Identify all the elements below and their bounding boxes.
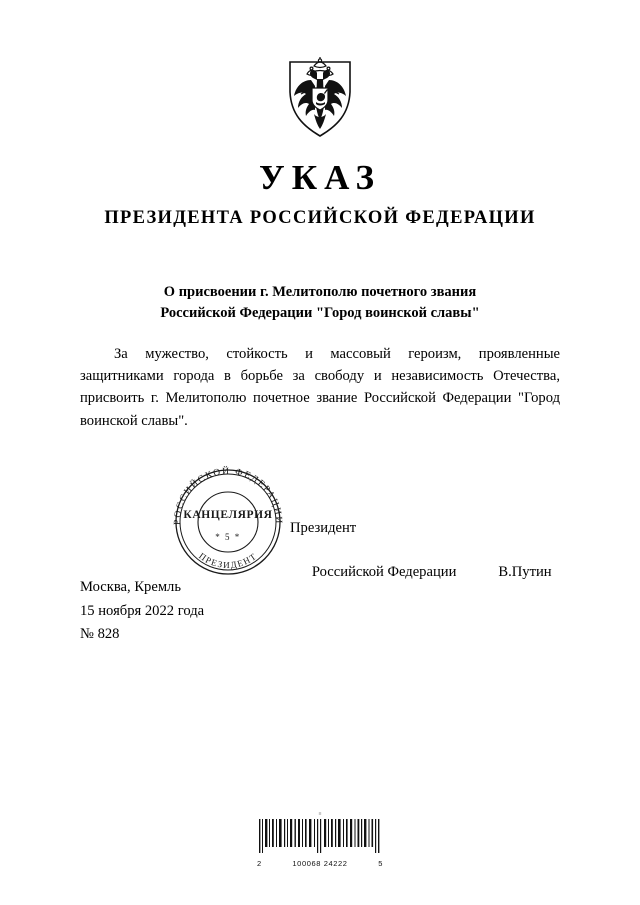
- signature-title-line-2: Российской Федерации: [311, 563, 457, 580]
- document-heading-line-2: Российской Федерации "Город воинской славы": [160, 305, 480, 322]
- svg-text:* 5 *: * 5 *: [215, 532, 241, 542]
- document-date: 15 ноября 2022 года: [80, 602, 205, 619]
- svg-text:ПРЕЗИДЕНТ: ПРЕЗИДЕНТ: [197, 550, 259, 571]
- barcode-digits: [257, 859, 383, 868]
- svg-text:РОССИЙСКОЙ ФЕДЕРАЦИИ: РОССИЙСКОЙ ФЕДЕРАЦИИ: [172, 466, 284, 526]
- official-seal-stamp: [162, 456, 294, 588]
- document-subtitle: ПРЕЗИДЕНТА РОССИЙСКОЙ ФЕДЕРАЦИИ: [104, 208, 536, 228]
- svg-text:КАНЦЕЛЯРИЯ: КАНЦЕЛЯРИЯ: [183, 509, 273, 521]
- document-heading: [90, 282, 550, 324]
- document-place: Москва, Кремль: [80, 579, 181, 595]
- signature-block: [290, 518, 590, 606]
- emblem-container: [0, 52, 640, 143]
- barcode-container: [0, 812, 640, 871]
- signature-title-line-2-wrap: [290, 540, 590, 606]
- barcode-digit-right: 5: [378, 859, 383, 868]
- barcode-bars-icon: [257, 819, 383, 853]
- barcode-top-mark: ≡: [318, 812, 322, 817]
- document-title: УКАЗ: [259, 158, 381, 197]
- signature-title-line-1: Президент: [290, 520, 357, 536]
- russian-federation-coat-of-arms-icon: [283, 52, 357, 138]
- document-body-text: За мужество, стойкость и массовый героизм, проявленные защитниками города в борьбе за свободу и независимость Отечества, присвоить г. Мелитополю почетное звание Российской Федерации "Город воинской славы".: [80, 346, 560, 429]
- document-heading-line-1: О присвоении г. Мелитополю почетного звания: [163, 284, 477, 300]
- barcode-digit-left: 2: [257, 859, 262, 868]
- signature-name: В.Путин: [498, 563, 552, 580]
- document-footer: [80, 576, 204, 647]
- document-number: № 828: [80, 626, 120, 643]
- barcode-digit-main: 100068 24222: [292, 859, 348, 868]
